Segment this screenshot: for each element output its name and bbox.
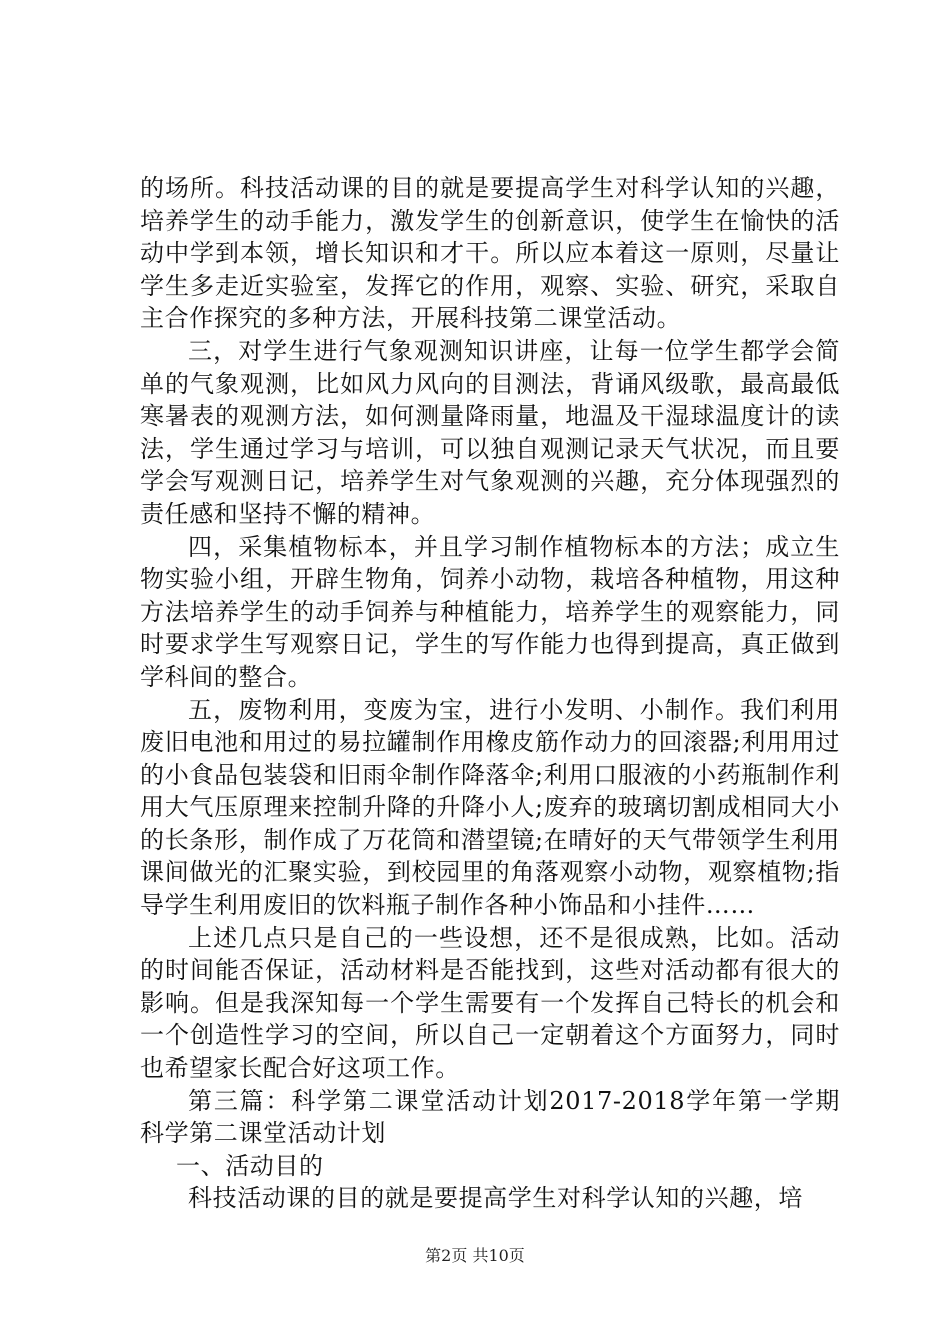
paragraph-purpose: 科技活动课的目的就是要提高学生对科学认知的兴趣，培 bbox=[188, 1184, 803, 1213]
document-body bbox=[140, 172, 840, 1215]
paragraph-continuation: 的场所。科技活动课的目的就是要提高学生对科学认知的兴趣，培养学生的动手能力，激发学生的创新意识，使学生在愉快的活动中学到本领，增长知识和才干。所以应本着这一原则，尽量让学生多走近实验室，发挥它的作用，观察、实验、研究，采取自主合作探究的多种方法，开展科技第二课堂活动。 bbox=[140, 174, 840, 333]
subsection-heading: 一、活动目的 bbox=[176, 1151, 324, 1180]
paragraph-item-three: 三，对学生进行气象观测知识讲座，让每一位学生都学会简单的气象观测，比如风力风向的目测法，背诵风级歌，最高最低寒暑表的观测方法，如何测量降雨量，地温及干湿球温度计的读法，学生通过学习与培训，可以独自观测记录天气状况，而且要学会写观测日记，培养学生对气象观测的兴趣，充分体现强烈的责任感和坚持不懈的精神。 bbox=[140, 336, 840, 528]
section-title: 第三篇：科学第二课堂活动计划2017-2018学年第一学期科学第二课堂活动计划 bbox=[140, 1086, 840, 1148]
page-footer: 第2页 共10页 bbox=[425, 1246, 525, 1265]
paragraph-item-five: 五，废物利用，变废为宝，进行小发明、小制作。我们利用废旧电池和用过的易拉罐制作用橡皮筋作动力的回滚器;利用用过的小食品包装袋和旧雨伞制作降落伞;利用口服液的小药瓶制作利用大气压原理来控制升降的升降小人;废弃的玻璃切割成相同大小的长条形，制作成了万花筒和潜望镜;在晴好的天气带领学生利用课间做光的汇聚实验，到校园里的角落观察小动物，观察植物;指导学生利用废旧的饮料瓶子制作各种小饰品和小挂件…… bbox=[140, 695, 840, 920]
paragraph-summary: 上述几点只是自己的一些设想，还不是很成熟，比如。活动的时间能否保证，活动材料是否能找到，这些对活动都有很大的影响。但是我深知每一个学生需要有一个发挥自己特长的机会和一个创造性学习的空间，所以自己一定朝着这个方面努力，同时也希望家长配合好这项工作。 bbox=[140, 923, 840, 1083]
paragraph-item-four: 四，采集植物标本，并且学习制作植物标本的方法；成立生物实验小组，开辟生物角，饲养小动物，栽培各种植物，用这种方法培养学生的动手饲养与种植能力，培养学生的观察能力，同时要求学生写观察日记，学生的写作能力也得到提高，真正做到学科间的整合。 bbox=[140, 532, 840, 691]
